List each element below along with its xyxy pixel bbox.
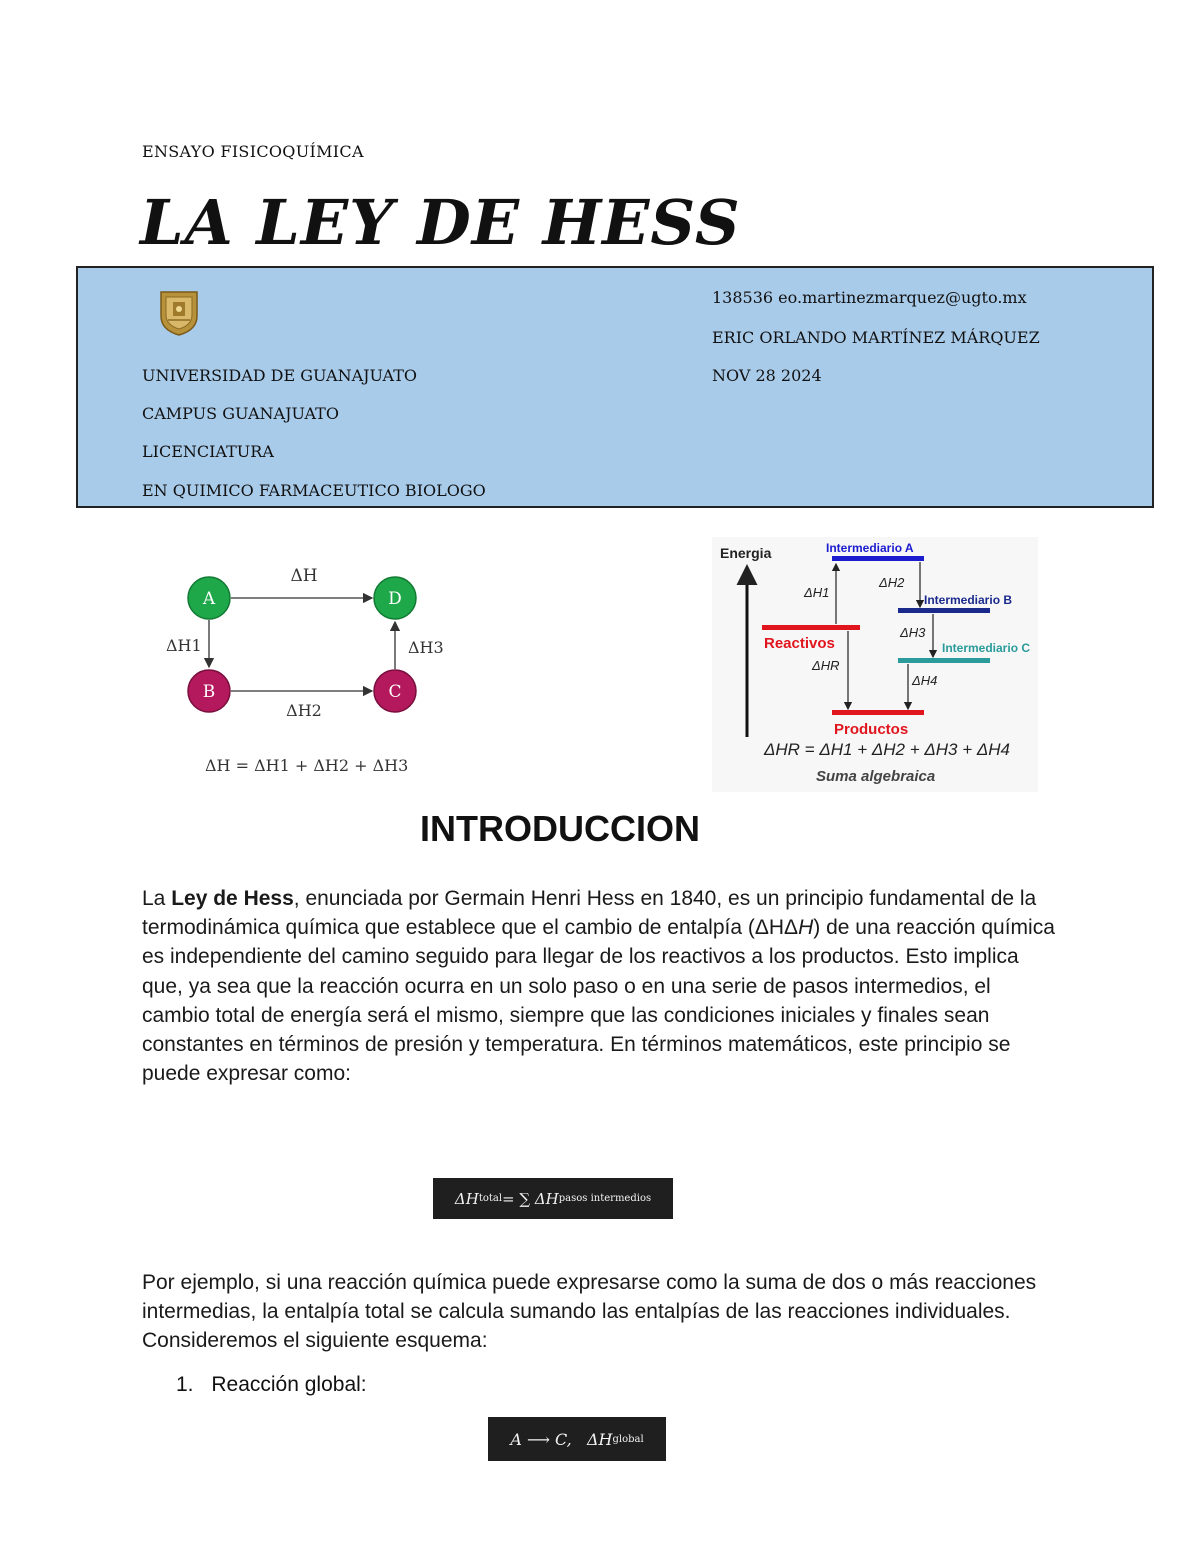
degree-label: LICENCIATURA (142, 442, 274, 461)
level-intermediate-a (832, 556, 924, 561)
list-item-1 (176, 1373, 367, 1397)
dh1-label: ΔH1 (804, 585, 830, 600)
formula1-sub2: pasos intermedios (558, 1193, 652, 1204)
student-name: ERIC ORLANDO MARTÍNEZ MÁRQUEZ (712, 328, 1040, 347)
node-b-label: B (202, 682, 216, 702)
edge-right-label: ΔH3 (408, 638, 444, 657)
edge-bottom-label: ΔH2 (286, 701, 322, 720)
dhr-label: ΔHR (812, 658, 840, 673)
document-subtitle: ENSAYO FISICOQUÍMICA (142, 142, 364, 161)
energy-caption: Suma algebraica (816, 768, 936, 785)
formula2-main: A ⟶ C, ΔH (510, 1429, 613, 1449)
level-intermediate-c (898, 658, 990, 663)
formula-global-reaction (488, 1417, 666, 1461)
student-id-email: 138536 eo.martinezmarquez@ugto.mx (712, 288, 1027, 307)
degree-program: EN QUIMICO FARMACEUTICO BIOLOGO (142, 481, 486, 500)
intermediate-a-label: Intermediario A (826, 541, 914, 555)
formula2-sub: global (612, 1433, 644, 1445)
edge-top-label: ΔH (290, 566, 318, 586)
hess-cycle-diagram (150, 548, 450, 788)
list-number: 1. (176, 1373, 194, 1396)
products-label: Productos (834, 721, 909, 738)
level-intermediate-b (898, 608, 990, 613)
intro-p1-end: ) de una reacción química es independiente del camino seguido para llegar de los reactivos a los productos. Esto implica que, ya sea que la reacción ocurra en un solo paso o en una serie de pasos intermedios, el cambio total de energía será el mismo, siempre que las condiciones iniciales y finales sean constantes en términos de presión y temperatura. En términos matemáticos, este principio se puede expresar como: (142, 916, 1055, 1086)
dh4-label: ΔH4 (912, 673, 938, 688)
document-title: LA LEY DE HESS (140, 186, 741, 259)
edge-left-label: ΔH1 (166, 636, 202, 655)
formula1-mid: = ∑ ΔH (502, 1189, 559, 1208)
intro-paragraph-2: Por ejemplo, si una reacción química puede expresarse como la suma de dos o más reacciones intermedias, la entalpía total se calcula sumando las entalpías de las reacciones individuales. Consideremos el siguiente esquema: (142, 1271, 1037, 1353)
university-seal-icon (158, 288, 200, 336)
intro-heading: INTRODUCCION (420, 808, 700, 849)
hess-equation: ΔH = ΔH1 + ΔH2 + ΔH3 (205, 756, 409, 775)
intro-p1-italic: H (798, 916, 814, 940)
node-c-label: C (388, 682, 402, 702)
dh3-label: ΔH3 (900, 625, 926, 640)
level-products (832, 710, 924, 715)
intro-paragraph-1 (142, 884, 1062, 1088)
university-name: UNIVERSIDAD DE GUANAJUATO (142, 366, 418, 385)
node-d-label: D (388, 589, 402, 609)
intro-p1-bold: Ley de Hess (171, 887, 294, 910)
formula1-main: ΔH (454, 1189, 479, 1208)
document-date: NOV 28 2024 (712, 366, 822, 385)
level-reactants (762, 625, 860, 630)
formula1-sub: total (478, 1193, 503, 1204)
intro-p1-start: La (142, 887, 172, 910)
energy-axis-label: Energia (720, 545, 772, 561)
reactants-label: Reactivos (764, 635, 835, 652)
intermediate-b-label: Intermediario B (924, 593, 1013, 607)
energy-level-diagram (712, 537, 1038, 792)
energy-equation: ΔHR = ΔH1 + ΔH2 + ΔH3 + ΔH4 (764, 740, 1011, 759)
formula-total-enthalpy (433, 1178, 673, 1219)
dh2-label: ΔH2 (879, 575, 905, 590)
intermediate-c-label: Intermediario C (942, 641, 1031, 655)
list-text: Reacción global: (211, 1373, 367, 1396)
node-a-label: A (202, 589, 216, 609)
campus-name: CAMPUS GUANAJUATO (142, 404, 339, 423)
intro-p1-middle: , enunciada por Germain Henri Hess en 1840, es un principio fundamental de la termodinámica química que establece que el cambio de entalpía (ΔHΔ (142, 887, 1037, 940)
